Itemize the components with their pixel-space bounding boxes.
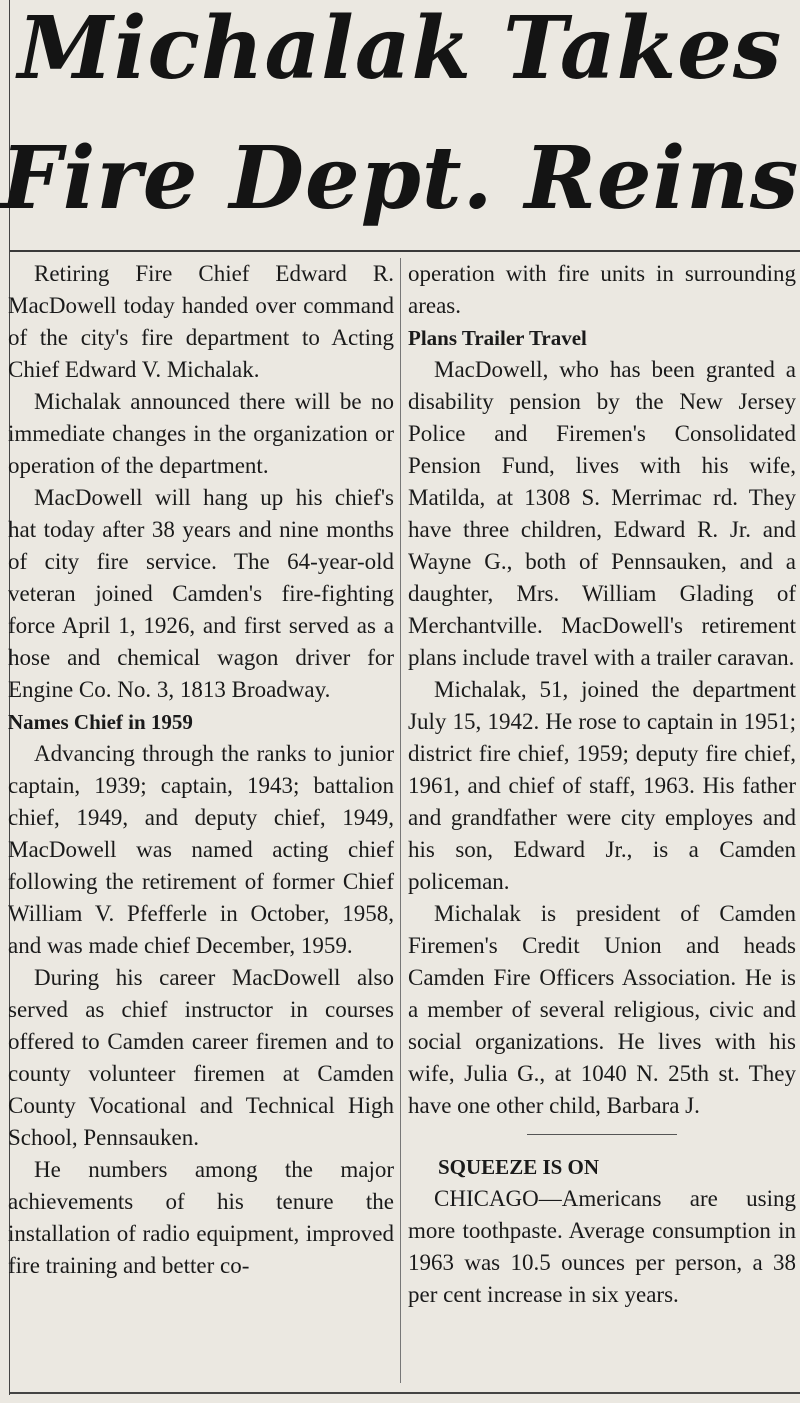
article-paragraph: Michalak announced there will be no immediate changes in the organization or operation of the department. xyxy=(8,389,394,478)
headline-line-1: Michalak Takes xyxy=(17,0,783,99)
article-paragraph: During his career MacDowell also served as chief instructor in courses offered to Camden career firemen and to county volunteer firemen at Camden County Vocational and Technical High School, Pennsauken. xyxy=(8,965,394,1150)
article-paragraph: MacDowell will hang up his chief's hat today after 38 years and nine months of city fire service. The 64-year-old veteran joined Camden's fire-fighting force April 1, 1926, and first served as a hose and chemical wagon driver for Engine Co. No. 3, 1813 Broadway. xyxy=(8,485,394,702)
headline-line-2: Fire Dept. Reins xyxy=(0,128,800,229)
headline-rule xyxy=(10,250,800,252)
article-paragraph: MacDowell, who has been granted a disability pension by the New Jersey Police and Firemen's Consolidated Pension Fund, lives with his wife, Matilda, at 1308 S. Merrimac rd. They have three children, Edward R. Jr. and Wayne G., both of Pennsauken, and a daughter, Mrs. William Glading of Merchantville. MacDowell's retirement plans include travel with a trailer caravan. xyxy=(408,357,796,670)
article-column-right xyxy=(408,258,796,1311)
article-paragraph: He numbers among the major achievements of his tenure the installation of radio equipment, improved fire training and better co- xyxy=(8,1157,394,1278)
article-paragraph: Advancing through the ranks to junior captain, 1939; captain, 1943; battalion chief, 1949, and deputy chief, 1949, MacDowell was named acting chief following the retirement of former Chief William V. Pfefferle in October, 1958, and was made chief December, 1959. xyxy=(8,741,394,958)
filler-paragraph: CHICAGO—Americans are using more toothpaste. Average consumption in 1963 was 10.5 ounces per person, a 38 per cent increase in six years. xyxy=(408,1186,796,1307)
subhead-trailer-travel: Plans Trailer Travel xyxy=(408,326,587,350)
section-rule xyxy=(527,1134,677,1135)
column-divider xyxy=(400,258,401,1383)
article-continuation: operation with fire units in surrounding areas. xyxy=(408,261,796,318)
bottom-rule xyxy=(10,1392,800,1394)
subhead-names-chief: Names Chief in 1959 xyxy=(8,710,193,734)
article-paragraph: Michalak is president of Camden Firemen's Credit Union and heads Camden Fire Officers Association. He is a member of several religious, civic and social organizations. He lives with his wife, Julia G., at 1040 N. 25th st. They have one other child, Barbara J. xyxy=(408,901,796,1118)
article-paragraph: Michalak, 51, joined the department July 15, 1942. He rose to captain in 1951; district fire chief, 1959; deputy fire chief, 1961, and chief of staff, 1963. His father and grandfather were city employes and his son, Edward Jr., is a Camden policeman. xyxy=(408,677,796,894)
article-column-left xyxy=(8,258,394,1282)
article-paragraph: Retiring Fire Chief Edward R. MacDowell today handed over command of the city's fire department to Acting Chief Edward V. Michalak. xyxy=(8,261,394,382)
filler-headline: SQUEEZE IS ON xyxy=(438,1155,600,1179)
